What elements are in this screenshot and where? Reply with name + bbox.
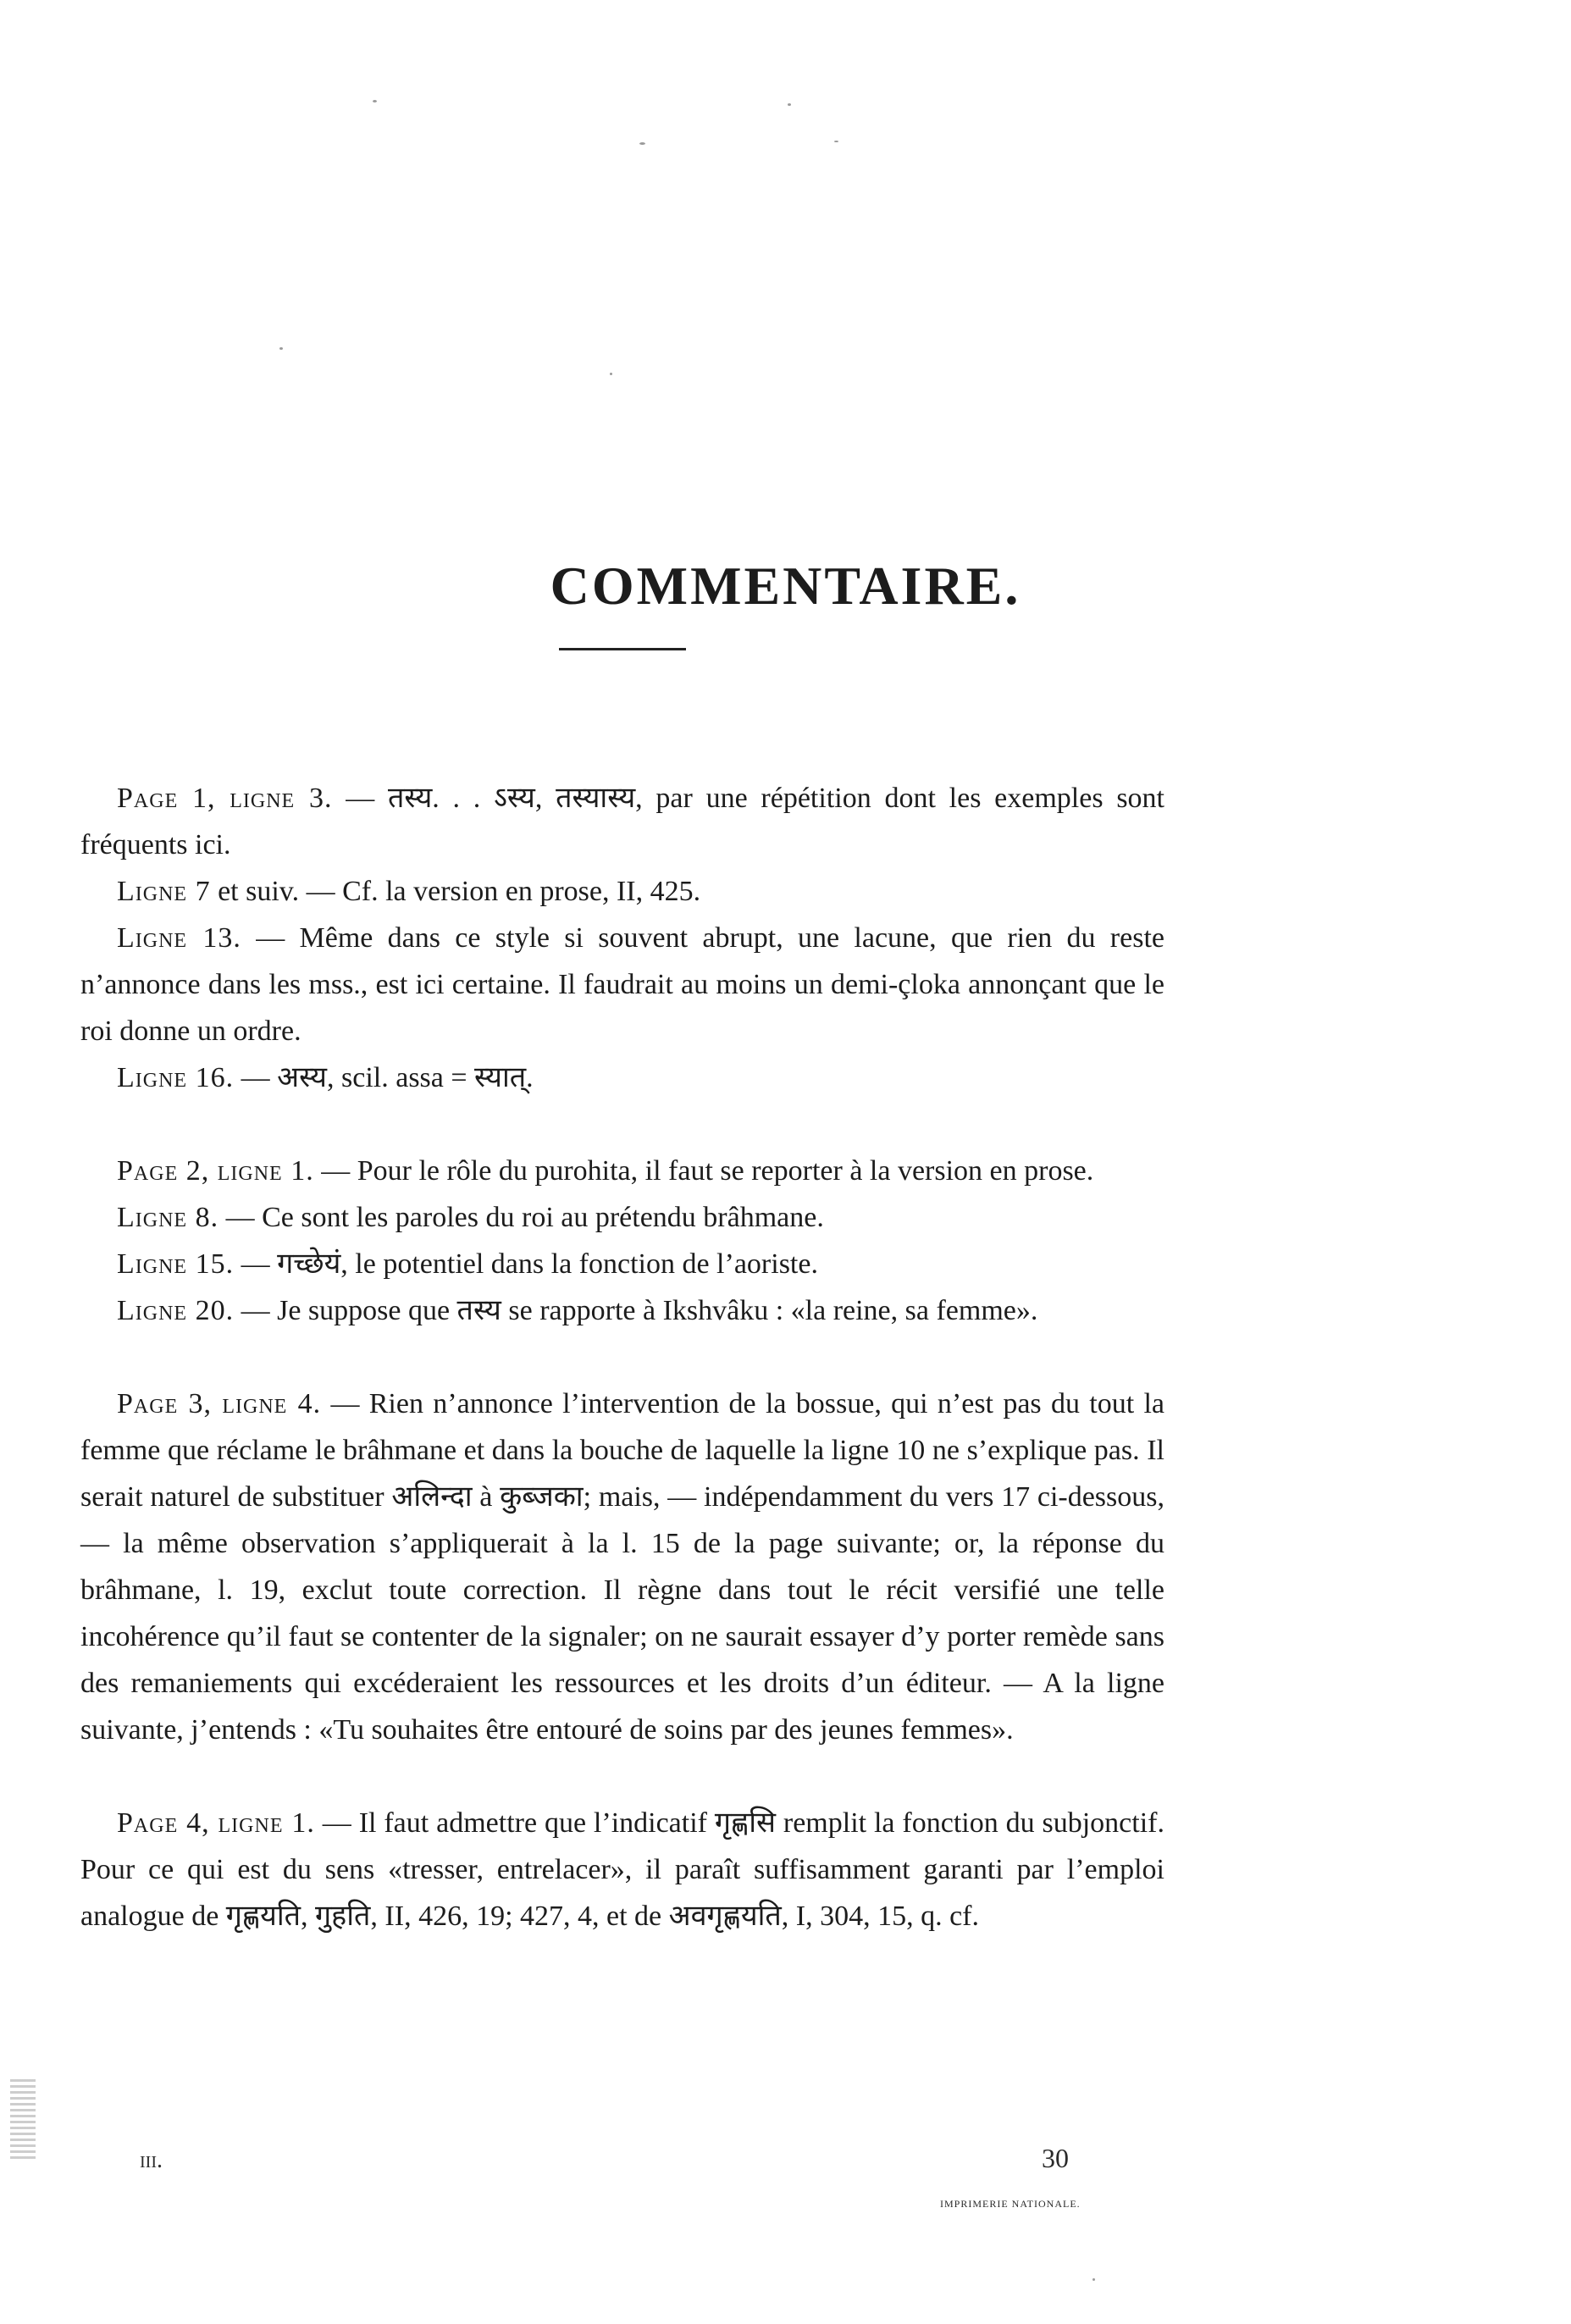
commentary-entry <box>80 1381 1164 1753</box>
entry-text: — तस्य. . . ऽस्य, तस्यास्य, par une répétition dont les exemples sont fréquents ici. <box>80 783 1165 860</box>
entry-reference: Ligne 15. <box>117 1248 235 1280</box>
section-gap <box>80 1101 1164 1148</box>
commentary-entry <box>80 1054 1164 1101</box>
signature-number: 30 <box>1042 2143 1069 2173</box>
entry-reference: Page 4, ligne 1. <box>117 1807 315 1839</box>
commentary-body <box>80 775 1164 1939</box>
entry-text: — Pour le rôle du purohita, il faut se reporter à la version en prose. <box>313 1155 1094 1187</box>
section-gap <box>80 1334 1164 1381</box>
commentary-entry <box>80 1241 1164 1287</box>
entry-text: — Il faut admettre que l’indicatif गृह्णसि remplit la fonction du subjonctif. Pour ce qui est du sens «tresser, entrelacer», il paraît suffisamment garanti par l’emploi analogue de गृह्णयति, गुहति, II, 426, 19; 427, 4, et de अवगृह्णयति, I, 304, 15, q. cf. <box>80 1807 1164 1932</box>
entry-reference: Ligne 20. <box>117 1295 235 1326</box>
scan-speckle <box>788 103 791 106</box>
page-title: COMMENTAIRE. <box>550 555 1021 616</box>
entry-reference: Ligne 7 <box>117 876 211 907</box>
scan-speckle <box>373 100 377 102</box>
entry-text: — अस्य, scil. assa = स्यात्. <box>234 1062 534 1093</box>
scan-speckle <box>1093 2278 1095 2281</box>
commentary-entry <box>80 1148 1164 1194</box>
commentary-entry <box>80 775 1164 868</box>
scan-speckle <box>610 373 612 375</box>
commentary-entry <box>80 1800 1164 1939</box>
scan-speckle <box>639 142 645 145</box>
signature-mark: iii. <box>140 2147 163 2173</box>
entry-text: — Rien n’annonce l’intervention de la bossue, qui n’est pas du tout la femme que réclame le brâhmane et dans la bouche de laquelle la ligne 10 ne s’explique pas. Il serait naturel de substituer अलिन्दा à कुब्जका; mais, — indépendamment du vers 17 ci-dessous, — la même observation s’appliquerait à la l. 15 de la page suivante; or, la réponse du brâhmane, l. 19, exclut toute correction. Il règne dans tout le récit versifié une telle incohérence qu’il faut se contenter de la signaler; on ne saurait essayer d’y porter remède sans des remaniements qui excéderaient les ressources et les droits d’un éditeur. — A la ligne suivante, j’entends : «Tu souhaites être entouré de soins par des jeunes femmes». <box>80 1388 1164 1746</box>
title-rule <box>559 648 686 650</box>
scan-speckle <box>834 141 838 142</box>
entry-text: — Ce sont les paroles du roi au prétendu brâhmane. <box>219 1202 824 1233</box>
entry-text: — Je suppose que तस्य se rapporte à Ikshvâku : «la reine, sa femme». <box>234 1295 1038 1326</box>
entry-reference: Page 3, ligne 4. <box>117 1388 322 1419</box>
entry-reference: Ligne 13. <box>117 922 241 954</box>
entry-text: — गच्छेयं, le potentiel dans la fonction de l’aoriste. <box>234 1248 818 1280</box>
scan-speckle <box>279 347 283 350</box>
entry-reference: Ligne 16. <box>117 1062 235 1093</box>
commentary-entry <box>80 915 1164 1054</box>
commentary-entry <box>80 868 1164 915</box>
scan-edge-mark <box>10 2079 36 2160</box>
entry-text: — Même dans ce style si souvent abrupt, une lacune, que rien du reste n’annonce dans les mss., est ici certaine. Il faudrait au moins un demi-çloka annonçant que le roi donne un ordre. <box>80 922 1164 1047</box>
entry-reference: Ligne 8. <box>117 1202 219 1233</box>
commentary-entry <box>80 1194 1164 1241</box>
commentary-entry <box>80 1287 1164 1334</box>
entry-reference: Page 1, ligne 3. <box>117 783 333 814</box>
section-gap <box>80 1753 1164 1800</box>
entry-reference: Page 2, ligne 1. <box>117 1155 314 1187</box>
entry-text: et suiv. — Cf. la version en prose, II, 425. <box>210 876 701 907</box>
printer-imprint: IMPRIMERIE NATIONALE. <box>940 2198 1081 2210</box>
